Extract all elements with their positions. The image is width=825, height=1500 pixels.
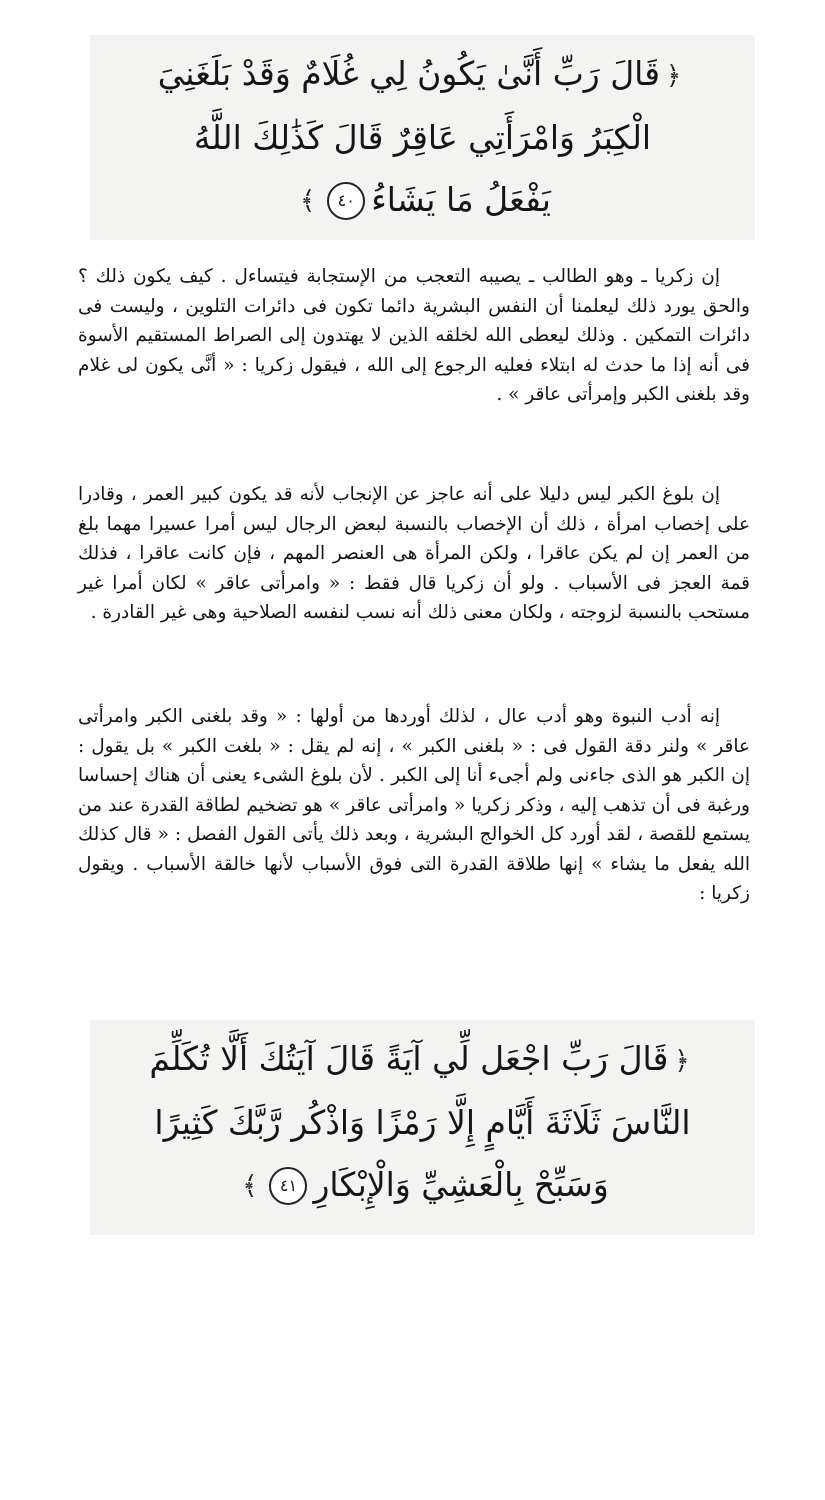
quran-verse-41 xyxy=(90,1020,755,1235)
verse-close-ornament-icon: ﴾ xyxy=(300,186,316,216)
verse-line xyxy=(110,1092,735,1154)
verse-open-ornament-icon: ﴿ xyxy=(666,60,682,91)
commentary-paragraph-1 xyxy=(78,262,750,410)
paragraph-text: إن زكريا ـ وهو الطالب ـ يصيبه التعجب من الإستجابة فيتساءل . كيف يكون ذلك ؟ والحق يورد ذلك ليعلمنا أن النفس البشرية دائما تكون فى دائرات التلوين ، وليست فى دائرات التمكين . وذلك ليعطى الله لخلقه الذين لا يهتدون إلى الصراط المستقيم الأسوة فى أنه إذا ما حدث له ابتلاء فعليه الرجوع إلى الله ، فيقول زكريا : « أنَّى يكون لى غلام وقد بلغنى الكبر وإمرأتى عاقر » . xyxy=(78,266,750,405)
verse-open-ornament-icon: ﴿ xyxy=(674,1045,690,1076)
verse-text: وَسَبِّحْ بِالْعَشِيِّ وَالْإِبْكَارِ xyxy=(313,1164,609,1204)
paragraph-text: إن بلوغ الكبر ليس دليلا على أنه عاجز عن الإنجاب لأنه قد يكون كبير العمر ، وقادرا على إخصاب امرأة ، ذلك أن الإخصاب بالنسبة لبعض الرجال ليس أمرا عسيرا مهما بلغ من العمر إن لم يكن عاقرا ، ولكن المرأة هى العنصر المهم ، فإن كانت عاقرا ، فذلك قمة العجز فى الأسباب . ولو أن زكريا قال فقط : « وامرأتى عاقر » لكان أمرا غير مستحب بالنسبة لزوجته ، ولكان معنى ذلك أنه نسب لنفسه الصلاحية وهى غير القادرة . xyxy=(78,484,750,623)
verse-text: النَّاسَ ثَلَاثَةَ أَيَّامٍ إِلَّا رَمْزًا وَاذْكُر رَّبَّكَ كَثِيرًا xyxy=(154,1102,691,1142)
verse-text: قَالَ رَبِّ اجْعَل لِّي آيَةً قَالَ آيَتُكَ أَلَّا تُكَلِّمَ xyxy=(149,1039,669,1078)
verse-line xyxy=(110,43,735,107)
commentary-paragraph-3 xyxy=(78,702,750,909)
ayah-number-badge: ٤٠ xyxy=(327,182,365,220)
paragraph-text: إنه أدب النبوة وهو أدب عال ، لذلك أوردها من أولها : « وقد بلغنى الكبر وامرأتى عاقر » ولنر دقة القول فى : « بلغنى الكبر » ، إنه لم يقل : « بلغت الكبر » بل يقول : إن الكبر هو الذى جاءنى ولم أجىء أنا إلى الكبر . لأن بلوغ الشىء يعنى أن هناك إحساسا ورغبة فى أن تذهب إليه ، وذكر زكريا « وامرأتى عاقر » هو تضخيم لطاقة القدرة عند من يستمع للقصة ، لقد أورد كل الخوالج البشرية ، وبعد ذلك يأتى القول الفصل : « قال كذلك الله يفعل ما يشاء » إنها طلاقة القدرة التى فوق الأسباب لأنها خالقة الأسباب . ويقول زكريا : xyxy=(78,706,750,904)
verse-line xyxy=(110,169,735,233)
verse-text: قَالَ رَبِّ أَنَّىٰ يَكُونُ لِي غُلَامٌ وَقَدْ بَلَغَنِيَ xyxy=(157,54,661,93)
quran-verse-40 xyxy=(90,35,755,240)
verse-text: يَفْعَلُ مَا يَشَاءُ xyxy=(371,179,551,219)
verse-line xyxy=(110,107,735,169)
ayah-number-badge: ٤١ xyxy=(269,1167,307,1205)
verse-line xyxy=(110,1154,735,1218)
commentary-paragraph-2 xyxy=(78,480,750,628)
verse-text: الْكِبَرُ وَامْرَأَتِي عَاقِرٌ قَالَ كَذَٰلِكَ اللَّهُ xyxy=(193,117,652,157)
verse-line xyxy=(110,1028,735,1092)
verse-close-ornament-icon: ﴾ xyxy=(242,1171,258,1201)
